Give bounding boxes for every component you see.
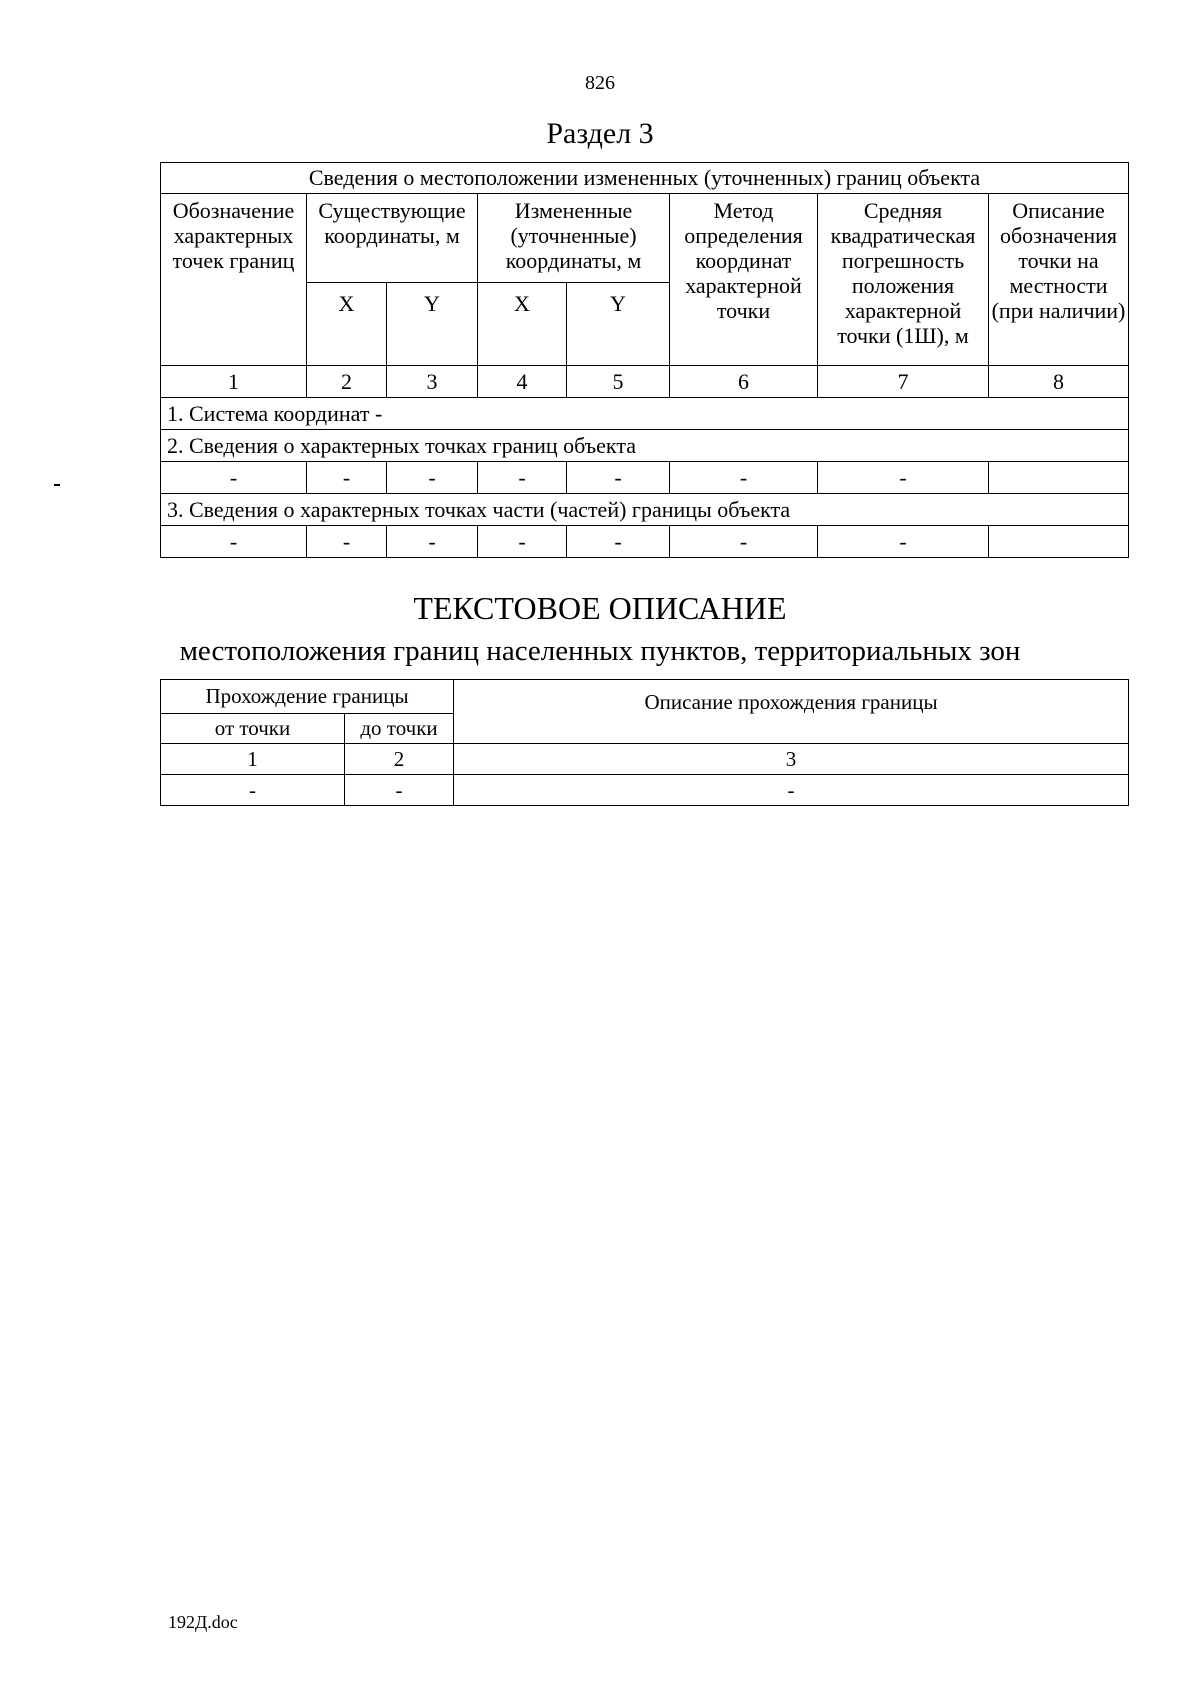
header-changed-y: Y bbox=[567, 283, 670, 366]
table-cell: - bbox=[670, 526, 818, 558]
coordinates-table bbox=[160, 162, 1129, 558]
header-mean-error: Средняя квадратическая погрешность положения характерной точки (1Ш), м bbox=[818, 194, 989, 366]
page-number: 826 bbox=[585, 72, 615, 94]
table-cell: - bbox=[307, 462, 387, 494]
header-to-point: до точки bbox=[345, 714, 454, 744]
column-number: 1 bbox=[161, 744, 345, 775]
table-cell: - bbox=[387, 526, 478, 558]
column-number: 1 bbox=[161, 366, 307, 398]
column-number: 8 bbox=[989, 366, 1129, 398]
boundary-description-table bbox=[160, 679, 1129, 806]
column-number: 2 bbox=[307, 366, 387, 398]
section-row bbox=[161, 494, 1129, 526]
table-cell: - bbox=[478, 526, 567, 558]
column-numbers-row bbox=[161, 744, 1129, 775]
table-cell: - bbox=[307, 526, 387, 558]
column-number: 3 bbox=[454, 744, 1129, 775]
column-number: 3 bbox=[387, 366, 478, 398]
table-cell: - bbox=[387, 462, 478, 494]
table-cell: - bbox=[345, 775, 454, 806]
section-row bbox=[161, 398, 1129, 430]
header-changed-x: X bbox=[478, 283, 567, 366]
column-number: 4 bbox=[478, 366, 567, 398]
table-cell: - bbox=[161, 775, 345, 806]
header-method: Метод определения координат характерной точки bbox=[670, 194, 818, 366]
table-title: Сведения о местоположении измененных (уточненных) границ объекта bbox=[161, 163, 1129, 194]
header-from-point: от точки bbox=[161, 714, 345, 744]
section-title: Раздел 3 bbox=[546, 117, 654, 150]
margin-mark bbox=[54, 484, 60, 486]
column-number: 2 bbox=[345, 744, 454, 775]
header-boundary-passage: Прохождение границы bbox=[161, 680, 454, 714]
table-cell: - bbox=[567, 462, 670, 494]
table-cell: - bbox=[818, 526, 989, 558]
column-number: 7 bbox=[818, 366, 989, 398]
table-cell: - bbox=[567, 526, 670, 558]
header-point-designation: Обозначение характерных точек границ bbox=[161, 194, 307, 366]
header-row bbox=[161, 194, 1129, 283]
header-existing-x: X bbox=[307, 283, 387, 366]
table-cell: - bbox=[454, 775, 1129, 806]
table-row bbox=[161, 526, 1129, 558]
header-changed-coordinates: Измененные (уточненные) координаты, м bbox=[478, 194, 670, 283]
section-boundary-points: 2. Сведения о характерных точках границ объекта bbox=[161, 430, 1129, 462]
section-coordinate-system: 1. Система координат - bbox=[161, 398, 1129, 430]
section-row bbox=[161, 430, 1129, 462]
table-cell bbox=[989, 526, 1129, 558]
table-cell bbox=[989, 462, 1129, 494]
table-cell: - bbox=[161, 526, 307, 558]
header-existing-coordinates: Существующие координаты, м bbox=[307, 194, 478, 283]
table-title-row bbox=[161, 163, 1129, 194]
header-existing-y: Y bbox=[387, 283, 478, 366]
table-cell: - bbox=[478, 462, 567, 494]
column-number: 6 bbox=[670, 366, 818, 398]
table-cell: - bbox=[670, 462, 818, 494]
column-numbers-row bbox=[161, 366, 1129, 398]
column-number: 5 bbox=[567, 366, 670, 398]
text-description-subtitle: местоположения границ населенных пунктов, территориальных зон bbox=[179, 635, 1021, 667]
header-row bbox=[161, 680, 1129, 714]
text-description-title: ТЕКСТОВОЕ ОПИСАНИЕ bbox=[413, 590, 787, 626]
table-row bbox=[161, 462, 1129, 494]
header-point-description: Описание обозначения точки на местности (при наличии) bbox=[989, 194, 1129, 366]
footer-filename: 192Д.doc bbox=[168, 1612, 238, 1632]
header-passage-description: Описание прохождения границы bbox=[454, 680, 1129, 744]
table-cell: - bbox=[818, 462, 989, 494]
section-part-boundary-points: 3. Сведения о характерных точках части (частей) границы объекта bbox=[161, 494, 1129, 526]
table-cell: - bbox=[161, 462, 307, 494]
table-row bbox=[161, 775, 1129, 806]
